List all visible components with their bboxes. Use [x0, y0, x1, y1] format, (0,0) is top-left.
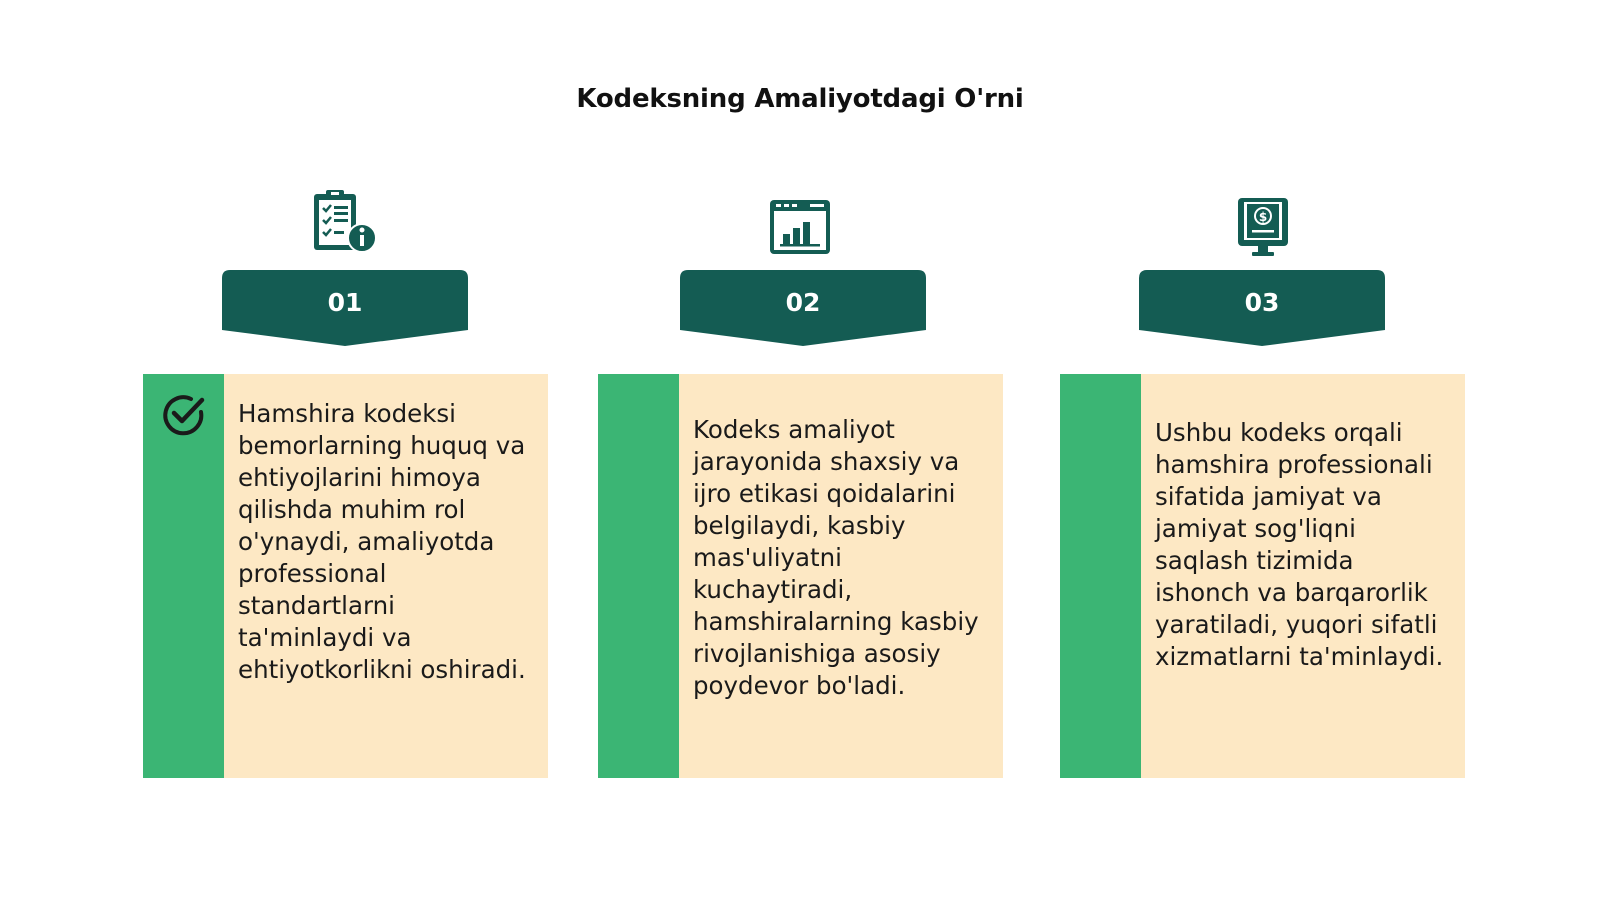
- page-title: Kodeksning Amaliyotdagi O'rni: [576, 84, 1024, 114]
- browser-bar-chart-icon: [768, 198, 832, 260]
- svg-text:$: $: [1258, 210, 1268, 224]
- check-circle-icon: [161, 392, 207, 442]
- step-card-01: [143, 374, 548, 778]
- card-text: Hamshira kodeksi bemorlarning huquq va ehtiyojlarini himoya qilishda muhim rol o'ynaydi, amaliyotda professional standartlarni ta'minlaydi va ehtiyotkorlikni oshiradi.: [238, 399, 526, 684]
- step-number: 01: [327, 288, 363, 317]
- step-card-02: [598, 374, 1003, 778]
- step-number: 03: [1244, 288, 1280, 317]
- card-text: Ushbu kodeks orqali hamshira professionali sifatida jamiyat va jamiyat sog'liqni saqlash tizimida ishonch va barqarorlik yaratiladi, yuqori sifatli xizmatlarni ta'minlaydi.: [1155, 418, 1444, 671]
- clipboard-checklist-info-icon: [312, 188, 380, 260]
- card-accent-bar: [1060, 374, 1141, 778]
- monitor-dollar-icon: [1236, 196, 1290, 262]
- step-badge-03: [1139, 270, 1385, 348]
- step-badge-01: [222, 270, 468, 348]
- step-badge-02: [680, 270, 926, 348]
- card-accent-bar: [598, 374, 679, 778]
- step-number: 02: [785, 288, 821, 317]
- card-text: Kodeks amaliyot jarayonida shaxsiy va ijro etikasi qoidalarini belgilaydi, kasbiy mas'uliyatni kuchaytiradi, hamshiralarning kasbiy rivojlanishiga asosiy poydevor bo'ladi.: [693, 415, 979, 700]
- step-card-03: [1060, 374, 1465, 778]
